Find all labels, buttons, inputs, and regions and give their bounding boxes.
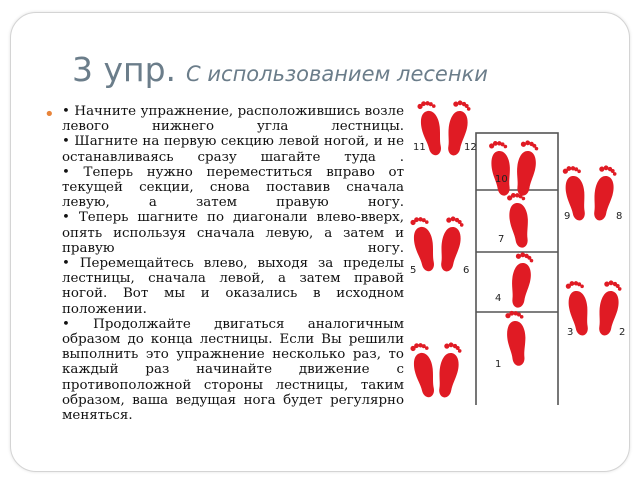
footprint-icon (590, 164, 618, 222)
step-label: 11 (413, 142, 426, 153)
step-label: 8 (616, 211, 623, 222)
step-label: 7 (498, 234, 505, 245)
step-label: 12 (464, 142, 477, 153)
step-label: 2 (619, 327, 626, 338)
footprint-icon (513, 139, 539, 196)
footprint-icon (505, 310, 529, 367)
footprint-icon (508, 251, 534, 308)
title-main: 3 упр. (72, 50, 177, 89)
instruction-paragraph: • Теперь нужно переместиться вправо от текущей секции, снова поставив сначала левую, а затем правую ногу. (62, 164, 404, 211)
instruction-paragraph: • Теперь шагните по диагонали влево-вверх, опять используя сначала левую, а затем и правую ногу. (62, 210, 404, 256)
step-label: 10 (495, 174, 508, 185)
instruction-paragraph: • Шагните на первую секцию левой ногой, и не останавливаясь сразу шагайте туда . (62, 134, 404, 165)
footprint-icon (488, 139, 514, 196)
ladder-footsteps-diagram (405, 95, 637, 405)
instructions-text (62, 104, 404, 423)
step-label: 1 (495, 359, 502, 370)
title-subtitle: С использованием лесенки (186, 62, 488, 86)
step-label: 9 (564, 211, 571, 222)
step-label: 6 (463, 265, 470, 276)
footprint-icon (435, 341, 463, 399)
step-label: 3 (567, 327, 574, 338)
slide-title (72, 50, 488, 89)
instruction-paragraph: • Начните упражнение, расположившись возле левого нижнего угла лестницы. (62, 104, 404, 135)
footprint-icon (506, 191, 532, 248)
footprint-icon (437, 215, 465, 273)
bullet-marker: • (44, 104, 55, 125)
instruction-paragraph: • Продолжайте двигаться аналогичным образом до конца лестницы. Если Вы решили выполнить это упражнение несколько раз, то каждый раз начинайте движение с противоположной стороны лестницы, таким образом, ваша ведущая нога будет регулярно меняться. (62, 316, 404, 424)
step-label: 4 (495, 293, 502, 304)
footprint-icon (409, 341, 438, 399)
step-label: 5 (410, 265, 417, 276)
instruction-paragraph: • Перемещайтесь влево, выходя за пределы лестницы, сначала левой, а затем правой ногой. Вот мы и оказались в исходном положении. (62, 256, 404, 317)
